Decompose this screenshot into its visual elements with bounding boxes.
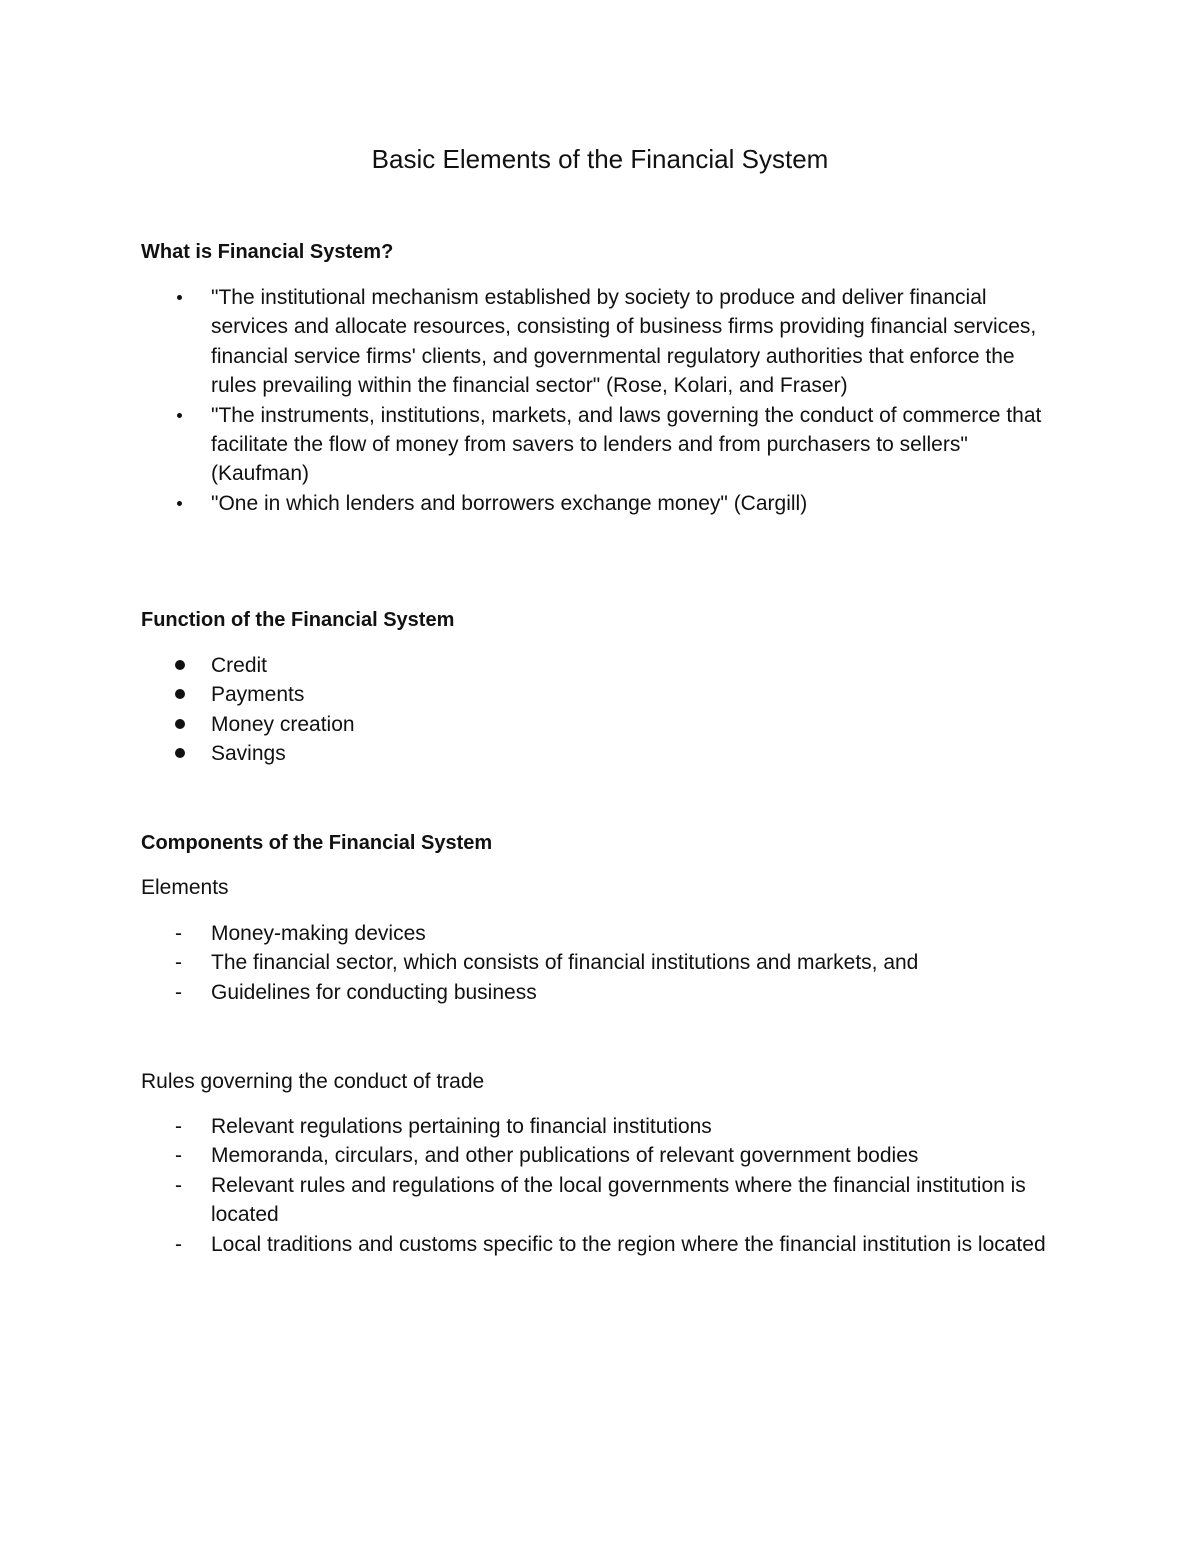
list-item (0, 919, 1051, 948)
list-item-text: Relevant regulations pertaining to financial institutions (211, 1115, 712, 1138)
list-item (0, 739, 1051, 768)
bullet-icon (175, 748, 185, 758)
list-item (0, 1141, 1051, 1170)
bullet-icon (175, 660, 185, 670)
bullet-icon (177, 413, 182, 418)
list-item (0, 283, 1051, 401)
function-list (0, 651, 1051, 769)
bullet-icon (175, 689, 185, 699)
list-item-text: Guidelines for conducting business (211, 980, 537, 1004)
dash-icon: - (175, 951, 182, 975)
dash-icon: - (175, 980, 182, 1004)
definitions-list (0, 283, 1051, 518)
dash-icon: - (175, 1115, 182, 1138)
list-item-text: Payments (211, 683, 305, 707)
list-item (0, 1230, 1051, 1259)
list-item-text: "One in which lenders and borrowers exchange money" (Cargill) (211, 491, 808, 515)
heading-components: Components of the Financial System (141, 832, 493, 854)
list-item (0, 651, 1051, 680)
page-title: Basic Elements of the Financial System (371, 144, 829, 174)
list-item-text: The financial sector, which consists of financial institutions and markets, and (211, 951, 919, 975)
list-item (0, 1171, 1051, 1230)
list-item-text: Relevant rules and regulations of the local governments where the financial institution is located (211, 1173, 1026, 1227)
rules-label: Rules governing the conduct of trade (141, 1070, 485, 1093)
list-item (0, 401, 1051, 489)
list-item-text: "The instruments, institutions, markets, and laws governing the conduct of commerce that facilitate the flow of money from savers to lenders and from purchasers to sellers" (Kaufman) (211, 403, 1042, 486)
bullet-icon (177, 501, 182, 506)
list-item-text: Savings (211, 742, 286, 766)
list-item (0, 489, 1051, 518)
heading-function: Function of the Financial System (141, 609, 455, 631)
list-item (0, 948, 1051, 977)
list-item-text: Money creation (211, 712, 355, 736)
elements-list (0, 919, 1051, 1007)
list-item (0, 1112, 1051, 1141)
dash-icon: - (175, 1232, 182, 1256)
list-item-text: Memoranda, circulars, and other publications of relevant government bodies (211, 1144, 919, 1168)
list-item-text: Credit (211, 654, 268, 677)
list-item (0, 978, 1051, 1007)
dash-icon: - (175, 922, 182, 945)
list-item (0, 680, 1051, 709)
bullet-icon (177, 295, 182, 300)
heading-what-is: What is Financial System? (141, 241, 394, 263)
bullet-icon (175, 719, 185, 729)
list-item-text: Money-making devices (211, 922, 426, 945)
dash-icon: - (175, 1144, 182, 1168)
dash-icon: - (175, 1173, 182, 1197)
elements-label: Elements (141, 876, 229, 899)
list-item-text: "The institutional mechanism established by society to produce and deliver financial services and allocate resources, consisting of business firms providing financial services, financial service firms' clients, and governmental regulatory authorities that enforce the rules prevailing within the financial sector" (Rose, Kolari, and Fraser) (211, 286, 1037, 398)
list-item (0, 710, 1051, 739)
list-item-text: Local traditions and customs specific to the region where the financial institution is located (211, 1232, 1046, 1256)
rules-list (0, 1112, 1051, 1259)
